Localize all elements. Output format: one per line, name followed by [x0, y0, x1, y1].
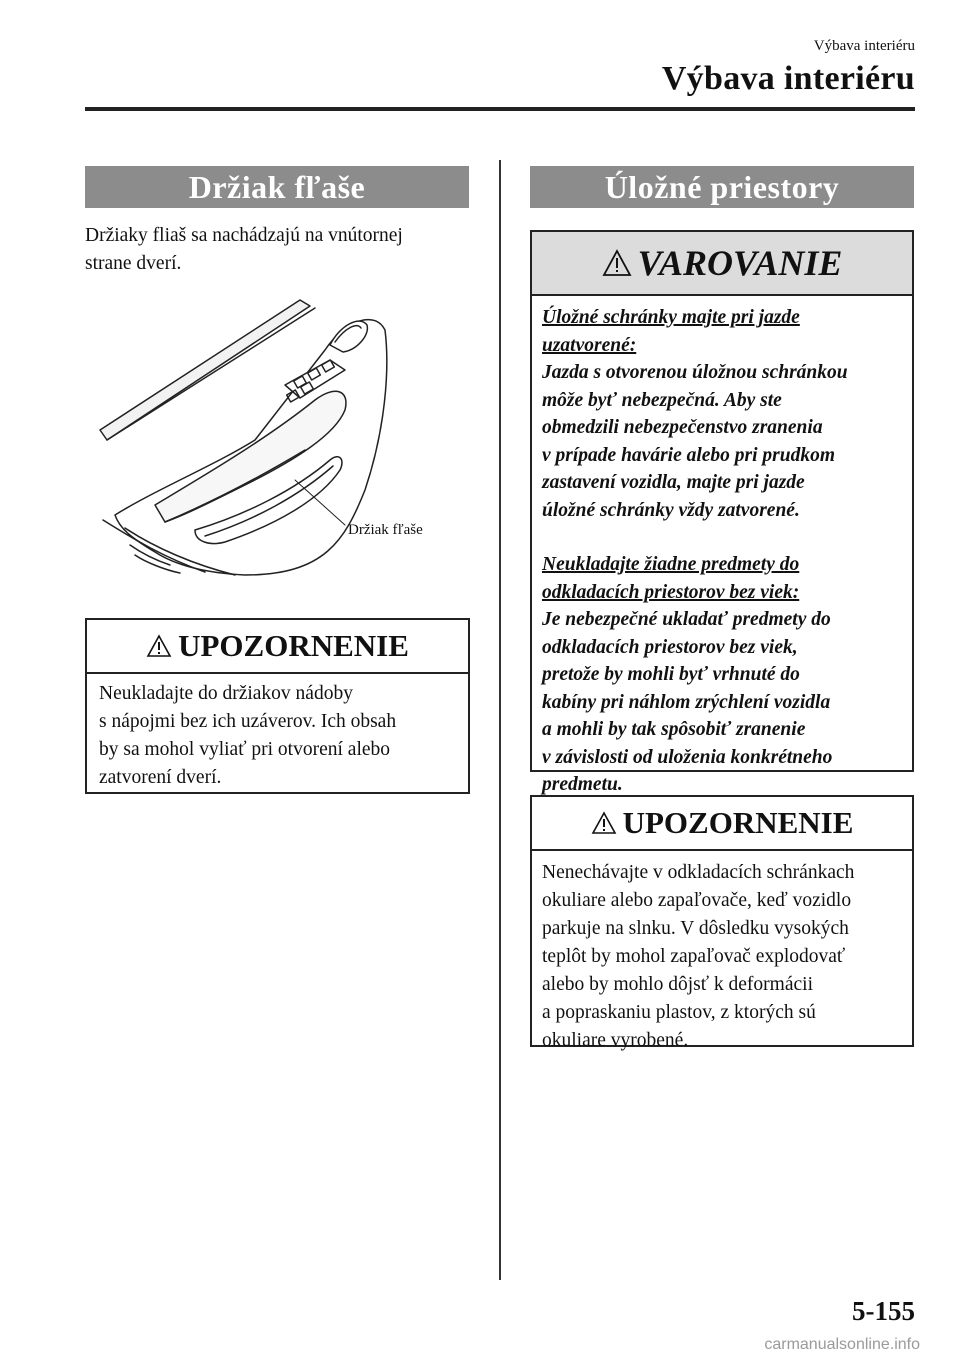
caution-line: okuliare alebo zapaľovače, keď vozidlo [542, 890, 852, 911]
warning-line: predmetu. [542, 774, 623, 795]
warning-subheading: odkladacích priestorov bez viek: [542, 581, 800, 603]
warning-line: úložné schránky vždy zatvorené. [542, 499, 800, 521]
caution-header [532, 797, 912, 851]
warning-line: kabíny pri náhlom zrýchlení vozidla [542, 691, 831, 713]
caution-line: parkuje na slnku. V dôsledku vysokých [542, 918, 849, 939]
caution-line: okuliare vyrobené. [542, 1030, 689, 1051]
warning-triangle-icon [146, 634, 172, 658]
section-banner-storage: Úložné priestory [530, 166, 914, 208]
paragraph-gap [542, 524, 902, 551]
watermark-text: carmanualsonline.info [764, 1336, 920, 1353]
caution-title: UPOZORNENIE [178, 628, 409, 663]
caution-line: teplôt by mohol zapaľovač explodovať [542, 946, 846, 967]
warning-triangle-icon [591, 811, 617, 835]
section-banner-bottle-holder: Držiak fľaše [85, 166, 469, 208]
caution-line: Nenechávajte v odkladacích schránkach [542, 862, 855, 883]
warning-line: Jazda s otvorenou úložnou schránkou [542, 362, 848, 383]
warning-line: zastavení vozidla, majte pri jazde [542, 472, 805, 493]
warning-line: odkladacích priestorov bez viek, [542, 636, 798, 658]
warning-header [532, 232, 912, 296]
figure-callout-bottle-holder: Držiak fľaše [348, 522, 423, 538]
warning-line: a mohli by tak spôsobiť zranenie [542, 719, 806, 740]
warning-title: VAROVANIE [637, 243, 843, 283]
caution-title: UPOZORNENIE [622, 805, 854, 840]
door-panel-illustration [95, 290, 415, 590]
intro-paragraph [85, 222, 470, 278]
warning-subheading: Neukladajte žiadne predmety do [542, 554, 800, 575]
warning-line: Je nebezpečné ukladať predmety do [542, 609, 831, 630]
intro-line: strane dverí. [85, 253, 182, 274]
caution-line: by sa mohol vyliať pri otvorení alebo [99, 739, 391, 760]
header-rule [85, 107, 915, 111]
warning-line: pretože by mohli byť vrhnuté do [542, 664, 800, 685]
warning-subheading: uzatvorené: [542, 334, 637, 356]
caution-header [87, 620, 468, 674]
page-number: 5-155 [852, 1296, 915, 1326]
caution-body [532, 851, 912, 1055]
running-header-title: Výbava interiéru [661, 60, 915, 97]
intro-line: Držiaky fliaš sa nachádzajú na vnútornej [85, 225, 403, 246]
warning-subheading: Úložné schránky majte pri jazde [542, 307, 800, 328]
warning-line: obmedzili nebezpečenstvo zranenia [542, 417, 823, 438]
caution-line: Neukladajte do držiakov nádoby [99, 683, 353, 704]
running-header-small: Výbava interiéru [813, 38, 915, 54]
caution-line: a popraskaniu plastov, z ktorých sú [542, 1002, 816, 1023]
caution-line: alebo by mohlo dôjsť k deformácii [542, 974, 813, 995]
warning-line: v prípade havárie alebo pri prudkom [542, 444, 836, 466]
caution-box-storage [530, 795, 914, 1051]
column-divider [499, 160, 501, 1280]
warning-line: môže byť nebezpečná. Aby ste [542, 389, 782, 411]
warning-box-storage [530, 230, 914, 795]
warning-line: v závislosti od uloženia konkrétneho [542, 746, 833, 768]
caution-line: s nápojmi bez ich uzáverov. Ich obsah [99, 711, 397, 732]
caution-box-bottle-holder [85, 618, 470, 794]
caution-body [87, 674, 468, 792]
caution-line: zatvorení dverí. [99, 767, 222, 788]
warning-body [532, 296, 912, 799]
warning-triangle-icon [602, 249, 632, 277]
